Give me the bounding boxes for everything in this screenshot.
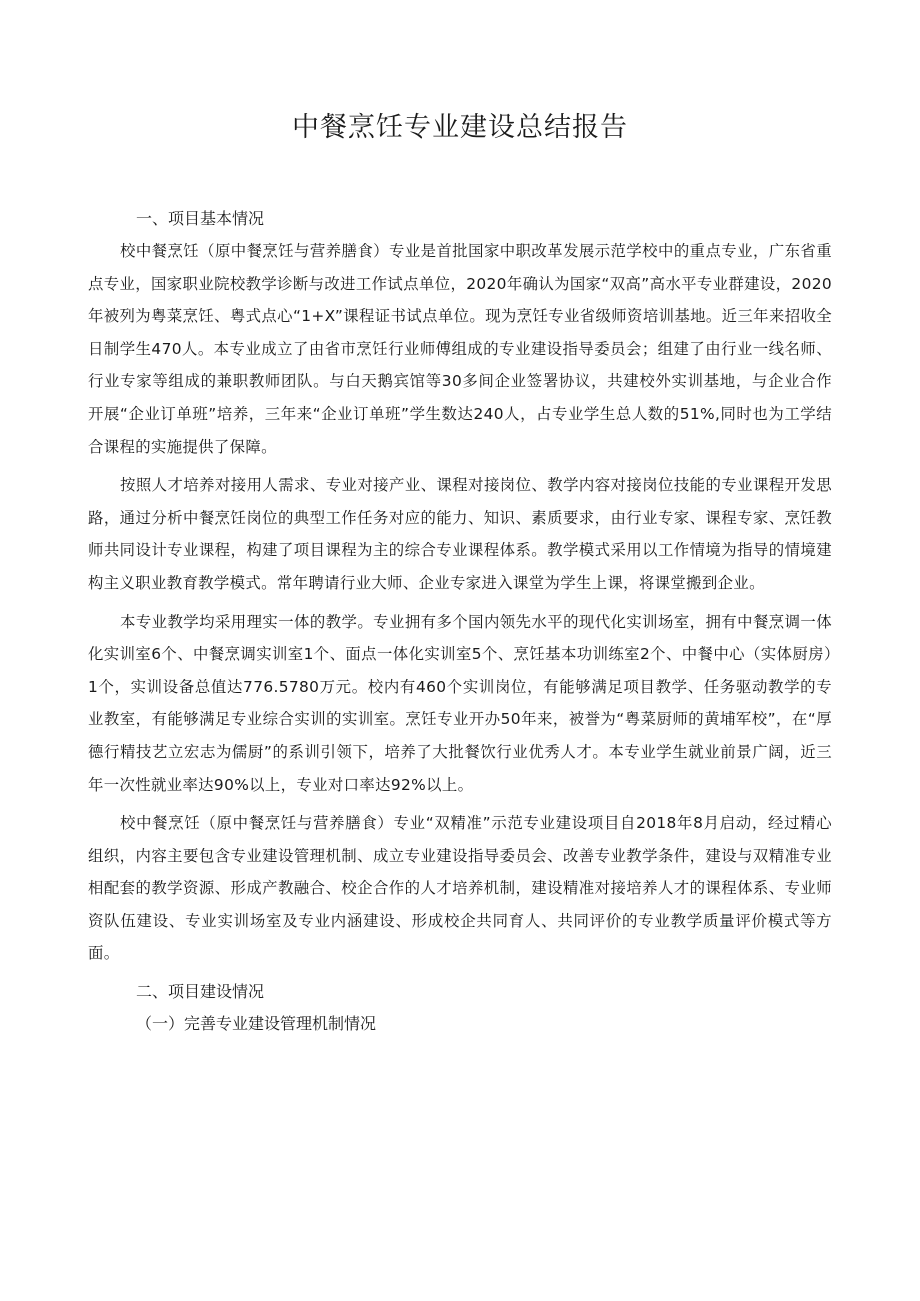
paragraph-2: 按照人才培养对接用人需求、专业对接产业、课程对接岗位、教学内容对接岗位技能的专业课程开发思路，通过分析中餐烹饪岗位的典型工作任务对应的能力、知识、素质要求，由行业专家、课程专家、烹饪教师共同设计专业课程，构建了项目课程为主的综合专业课程体系。教学模式采用以工作情境为指导的情境建构主义职业教育教学模式。常年聘请行业大师、企业专家进入课堂为学生上课，将课堂搬到企业。: [88, 476, 832, 592]
subsection-heading-management: （一）完善专业建设管理机制情况: [136, 1014, 377, 1034]
paragraph-1: 校中餐烹饪（原中餐烹饪与营养膳食）专业是首批国家中职改革发展示范学校中的重点专业，广东省重点专业，国家职业院校教学诊断与改进工作试点单位，2020年确认为国家“双高”高水平专业群建设，2020年被列为粤菜烹饪、粤式点心“1+X”课程证书试点单位。现为烹饪专业省级师资培训基地。近三年来招收全日制学生470人。本专业成立了由省市烹饪行业师傅组成的专业建设指导委员会；组建了由行业一线名师、行业专家等组成的兼职教师团队。与白天鹅宾馆等30多间企业签署协议，共建校外实训基地，与企业合作开展“企业订单班”培养，三年来“企业订单班”学生数达240人，占专业学生总人数的51%,同时也为工学结合课程的实施提供了保障。: [88, 242, 832, 456]
section-heading-basic-info: 一、项目基本情况: [136, 209, 265, 228]
document-body: [88, 203, 832, 1040]
paragraph-4: 校中餐烹饪（原中餐烹饪与营养膳食）专业“双精准”示范专业建设项目自2018年8月启动，经过精心组织，内容主要包含专业建设管理机制、成立专业建设指导委员会、改善专业教学条件，建设与双精准专业相配套的教学资源、形成产教融合、校企合作的人才培养机制，建设精准对接培养人才的课程体系、专业师资队伍建设、专业实训场室及专业内涵建设、形成校企共同育人、共同评价的专业教学质量评价模式等方面。: [88, 814, 832, 963]
section-heading-construction: 二、项目建设情况: [136, 982, 265, 1002]
paragraph-3: 本专业教学均采用理实一体的教学。专业拥有多个国内领先水平的现代化实训场室，拥有中餐烹调一体化实训室6个、中餐烹调实训室1个、面点一体化实训室5个、烹饪基本功训练室2个、中餐中心（实体厨房）1个，实训设备总值达776.5780万元。校内有460个实训岗位，有能够满足项目教学、任务驱动教学的专业教室，有能够满足专业综合实训的实训室。烹饪专业开办50年来，被誉为“粤菜厨师的黄埔军校”，在“厚德行精技艺立宏志为儒厨”的系训引领下，培养了大批餐饮行业优秀人才。本专业学生就业前景广阔，近三年一次性就业率达90%以上，专业对口率达92%以上。: [88, 612, 832, 794]
document-title: 中餐烹饪专业建设总结报告: [292, 112, 628, 143]
